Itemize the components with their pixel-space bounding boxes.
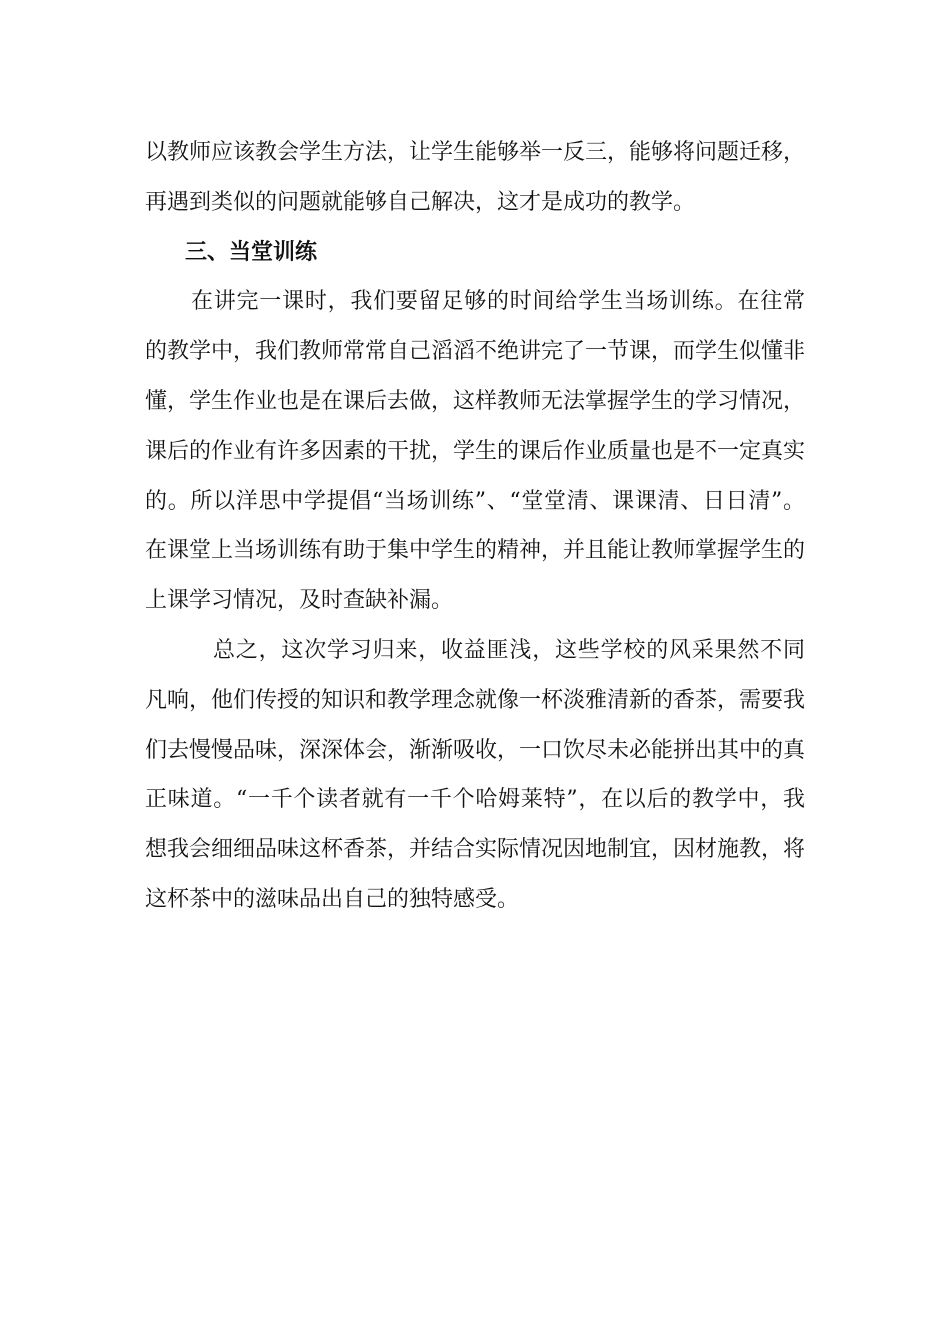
document-body (145, 128, 805, 925)
paragraph-continued: 以教师应该教会学生方法，让学生能够举一反三，能够将问题迁移，再遇到类似的问题就能够自己解决，这才是成功的教学。 (145, 140, 806, 215)
paragraph-conclusion: 总之，这次学习归来，收益匪浅，这些学校的风采果然不同凡响，他们传授的知识和教学理念就像一杯淡雅清新的香茶，需要我们去慢慢品味，深深体会，渐渐吸收，一口饮尽未必能拼出其中的真正味道。“一千个读者就有一千个哈姆莱特”，在以后的教学中，我想我会细细品味这杯香茶，并结合实际情况因地制宜，因材施教，将这杯茶中的滋味品出自己的独特感受。 (145, 637, 806, 912)
paragraph-in-class-training: 在讲完一课时，我们要留足够的时间给学生当场训练。在往常的教学中，我们教师常常自己滔滔不绝讲完了一节课，而学生似懂非懂，学生作业也是在课后去做，这样教师无法掌握学生的学习情况，课后的作业有许多因素的干扰，学生的课后作业质量也是不一定真实的。所以洋思中学提倡“当场训练”、“堂堂清、课课清、日日清”。在课堂上当场训练有助于集中学生的精神，并且能让教师掌握学生的上课学习情况，及时查缺补漏。 (145, 289, 806, 614)
section-heading-in-class-training: 三、当堂训练 (185, 238, 318, 265)
